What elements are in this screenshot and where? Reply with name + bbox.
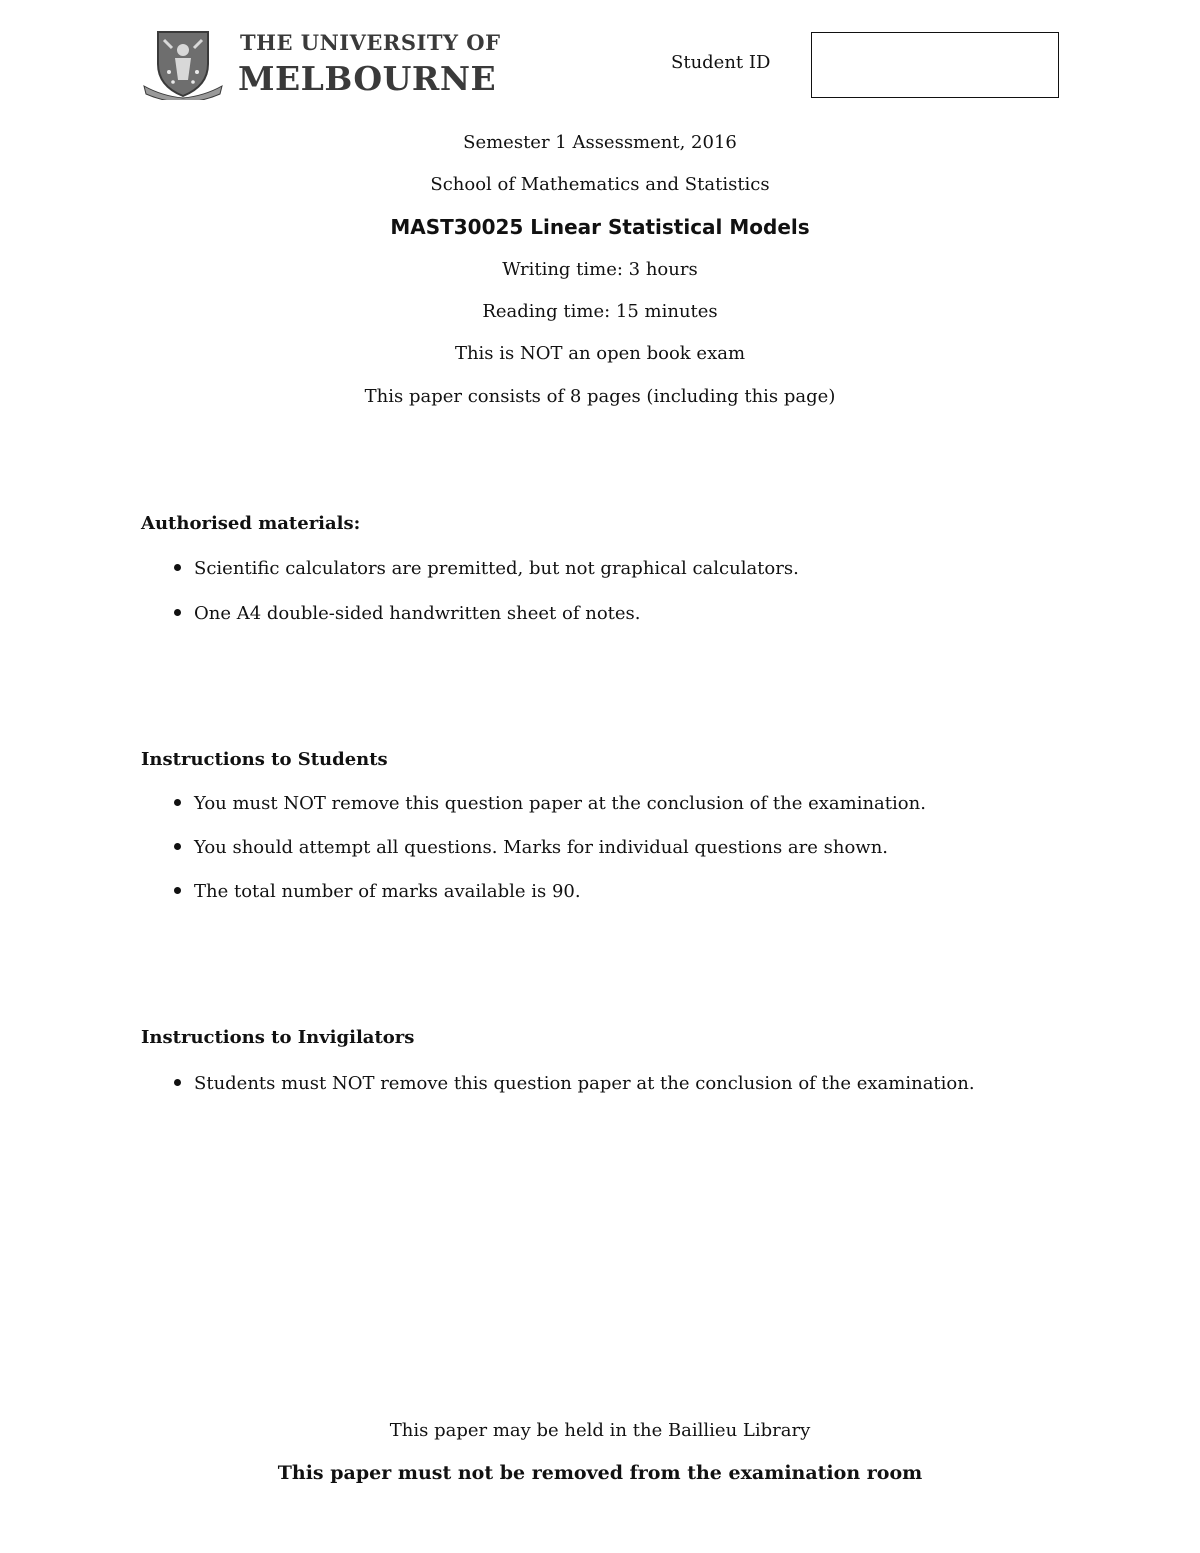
list-item-text: One A4 double-sided handwritten sheet of notes. <box>194 603 641 624</box>
instructions-invigilators-heading: Instructions to Invigilators <box>141 1027 415 1048</box>
removal-note: This paper must not be removed from the examination room <box>277 1462 923 1484</box>
bullet-icon <box>174 1079 181 1086</box>
logo-text-line1: THE UNIVERSITY OF <box>240 30 501 55</box>
exam-type-line: This is NOT an open book exam <box>454 343 746 364</box>
list-item <box>174 1073 975 1094</box>
course-title: MAST30025 Linear Statistical Models <box>390 215 810 239</box>
bullet-icon <box>174 887 181 894</box>
page-count-line: This paper consists of 8 pages (including this page) <box>364 386 836 407</box>
bullet-icon <box>174 799 181 806</box>
list-item-text: Scientific calculators are premitted, but not graphical calculators. <box>194 558 799 579</box>
list-item <box>174 881 581 902</box>
bullet-icon <box>174 564 181 571</box>
list-item <box>174 793 926 814</box>
authorised-materials-heading: Authorised materials: <box>141 513 361 534</box>
student-id-label: Student ID <box>671 52 771 73</box>
list-item <box>174 558 799 579</box>
list-item-text: Students must NOT remove this question paper at the conclusion of the examination. <box>194 1073 975 1094</box>
school-line: School of Mathematics and Statistics <box>430 174 770 195</box>
reading-time-line: Reading time: 15 minutes <box>482 301 718 322</box>
list-item <box>174 837 888 858</box>
list-item-text: The total number of marks available is 90. <box>194 881 581 902</box>
writing-time-line: Writing time: 3 hours <box>502 259 698 280</box>
list-item <box>174 603 641 624</box>
semester-line: Semester 1 Assessment, 2016 <box>463 132 737 153</box>
university-logo <box>142 26 501 102</box>
instructions-students-heading: Instructions to Students <box>141 749 388 770</box>
bullet-icon <box>174 609 181 616</box>
bullet-icon <box>174 843 181 850</box>
university-crest-icon <box>142 28 224 100</box>
list-item-text: You should attempt all questions. Marks for individual questions are shown. <box>194 837 889 858</box>
list-item-text: You must NOT remove this question paper at the conclusion of the examination. <box>194 793 926 814</box>
student-id-box[interactable] <box>811 32 1059 98</box>
logo-text-line2: MELBOURNE <box>238 59 497 98</box>
library-note: This paper may be held in the Baillieu Library <box>389 1420 811 1441</box>
